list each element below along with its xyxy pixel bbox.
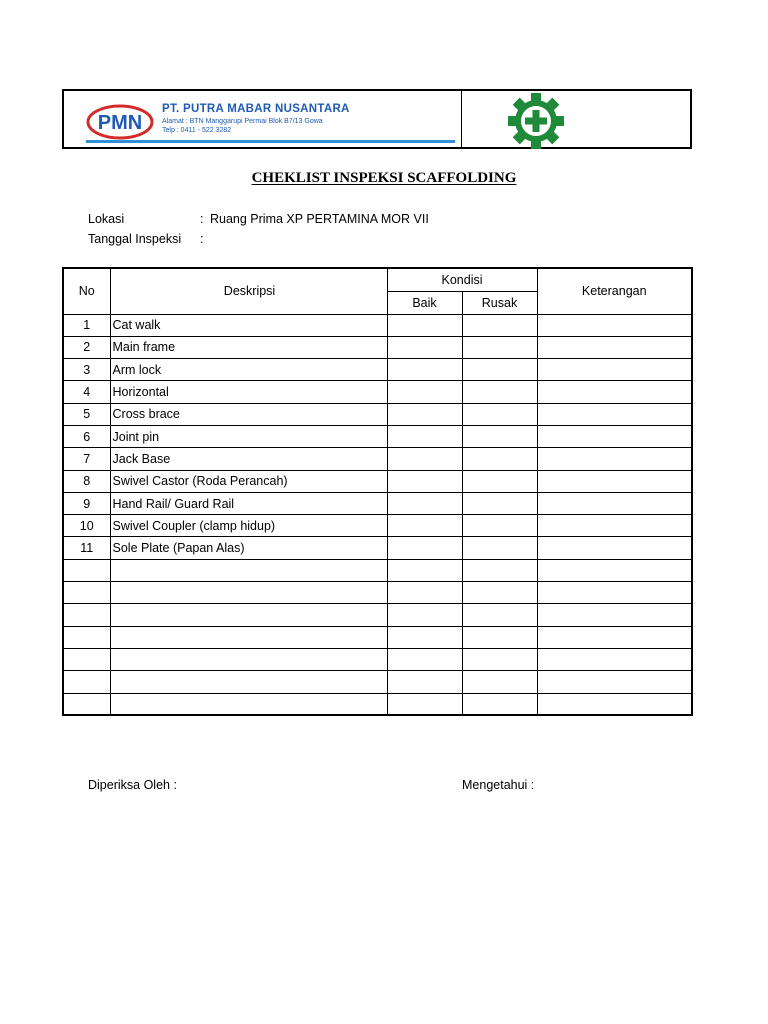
table-row	[63, 515, 692, 537]
rusak-cell[interactable]	[462, 559, 537, 581]
rusak-cell[interactable]	[462, 336, 537, 358]
keterangan-cell[interactable]	[537, 671, 692, 693]
baik-cell[interactable]	[387, 582, 462, 604]
baik-cell[interactable]	[387, 403, 462, 425]
rusak-cell[interactable]	[462, 492, 537, 514]
table-row	[63, 671, 692, 693]
table-row	[63, 648, 692, 670]
row-description	[110, 559, 387, 581]
logo-text: PMN	[97, 112, 143, 134]
row-number: 11	[63, 537, 110, 559]
table-row	[63, 470, 692, 492]
header-keterangan: Keterangan	[537, 268, 692, 314]
safety-logo-block	[462, 91, 690, 147]
lokasi-colon: :	[200, 212, 204, 226]
table-row	[63, 359, 692, 381]
rusak-cell[interactable]	[462, 671, 537, 693]
baik-cell[interactable]	[387, 314, 462, 336]
header-kondisi: Kondisi	[387, 268, 537, 291]
keterangan-cell[interactable]	[537, 582, 692, 604]
row-number: 3	[63, 359, 110, 381]
row-number: 2	[63, 336, 110, 358]
rusak-cell[interactable]	[462, 604, 537, 626]
baik-cell[interactable]	[387, 448, 462, 470]
rusak-cell[interactable]	[462, 515, 537, 537]
rusak-cell[interactable]	[462, 470, 537, 492]
row-number	[63, 693, 110, 715]
table-row	[63, 604, 692, 626]
table-row	[63, 537, 692, 559]
keterangan-cell[interactable]	[537, 693, 692, 715]
keterangan-cell[interactable]	[537, 336, 692, 358]
keterangan-cell[interactable]	[537, 403, 692, 425]
company-name: PT. PUTRA MABAR NUSANTARA	[162, 103, 350, 115]
row-number	[63, 604, 110, 626]
row-number	[63, 626, 110, 648]
row-description: Arm lock	[110, 359, 387, 381]
rusak-cell[interactable]	[462, 381, 537, 403]
row-description: Swivel Coupler (clamp hidup)	[110, 515, 387, 537]
safety-gear-cross-icon	[504, 91, 568, 151]
rusak-cell[interactable]	[462, 693, 537, 715]
tanggal-row	[88, 232, 210, 246]
keterangan-cell[interactable]	[537, 425, 692, 447]
pmn-logo	[86, 102, 158, 142]
lokasi-row	[88, 212, 429, 226]
row-description	[110, 582, 387, 604]
rusak-cell[interactable]	[462, 403, 537, 425]
row-number: 9	[63, 492, 110, 514]
lokasi-label: Lokasi	[88, 212, 125, 226]
rusak-cell[interactable]	[462, 626, 537, 648]
keterangan-cell[interactable]	[537, 470, 692, 492]
row-description: Sole Plate (Papan Alas)	[110, 537, 387, 559]
company-block	[64, 91, 462, 147]
row-number: 6	[63, 425, 110, 447]
title-text: CHEKLIST INSPEKSI SCAFFOLDING	[251, 170, 517, 186]
row-description: Joint pin	[110, 425, 387, 447]
phone-line: Telp : 0411 - 522 3282	[162, 127, 232, 134]
keterangan-cell[interactable]	[537, 359, 692, 381]
rusak-cell[interactable]	[462, 359, 537, 381]
keterangan-cell[interactable]	[537, 381, 692, 403]
baik-cell[interactable]	[387, 604, 462, 626]
lokasi-value: Ruang Prima XP PERTAMINA MOR VII	[210, 212, 429, 226]
row-description	[110, 648, 387, 670]
keterangan-cell[interactable]	[537, 448, 692, 470]
baik-cell[interactable]	[387, 648, 462, 670]
row-description: Swivel Castor (Roda Perancah)	[110, 470, 387, 492]
baik-cell[interactable]	[387, 559, 462, 581]
rusak-cell[interactable]	[462, 314, 537, 336]
row-number: 4	[63, 381, 110, 403]
company-address	[162, 117, 323, 135]
keterangan-cell[interactable]	[537, 515, 692, 537]
tanggal-colon: :	[200, 232, 204, 246]
table-row	[63, 448, 692, 470]
row-description	[110, 604, 387, 626]
row-number: 5	[63, 403, 110, 425]
tanggal-label: Tanggal Inspeksi	[88, 232, 182, 246]
row-description: Cat walk	[110, 314, 387, 336]
keterangan-cell[interactable]	[537, 626, 692, 648]
baik-cell[interactable]	[387, 626, 462, 648]
baik-cell[interactable]	[387, 336, 462, 358]
rusak-cell[interactable]	[462, 448, 537, 470]
keterangan-cell[interactable]	[537, 604, 692, 626]
header-baik: Baik	[387, 291, 462, 314]
keterangan-cell[interactable]	[537, 559, 692, 581]
baik-cell[interactable]	[387, 537, 462, 559]
row-description: Hand Rail/ Guard Rail	[110, 492, 387, 514]
row-number	[63, 582, 110, 604]
header-rusak: Rusak	[462, 291, 537, 314]
baik-cell[interactable]	[387, 492, 462, 514]
header-underline	[86, 140, 455, 143]
row-description	[110, 626, 387, 648]
table-row	[63, 559, 692, 581]
inspection-table	[62, 267, 693, 716]
row-description: Cross brace	[110, 403, 387, 425]
diperiksa-oleh-label: Diperiksa Oleh :	[88, 778, 177, 792]
table-row	[63, 693, 692, 715]
header-deskripsi: Deskripsi	[110, 268, 387, 314]
row-description: Jack Base	[110, 448, 387, 470]
keterangan-cell[interactable]	[537, 314, 692, 336]
letterhead	[62, 89, 692, 149]
rusak-cell[interactable]	[462, 537, 537, 559]
table-row	[63, 403, 692, 425]
baik-cell[interactable]	[387, 515, 462, 537]
keterangan-cell[interactable]	[537, 537, 692, 559]
row-number: 10	[63, 515, 110, 537]
row-number: 1	[63, 314, 110, 336]
row-number	[63, 648, 110, 670]
table-row	[63, 381, 692, 403]
baik-cell[interactable]	[387, 359, 462, 381]
rusak-cell[interactable]	[462, 582, 537, 604]
row-description	[110, 671, 387, 693]
row-description: Horizontal	[110, 381, 387, 403]
baik-cell[interactable]	[387, 425, 462, 447]
baik-cell[interactable]	[387, 470, 462, 492]
row-description	[110, 693, 387, 715]
row-description: Main frame	[110, 336, 387, 358]
table-row	[63, 314, 692, 336]
mengetahui-label: Mengetahui :	[462, 778, 535, 792]
baik-cell[interactable]	[387, 671, 462, 693]
document-title	[0, 170, 768, 187]
rusak-cell[interactable]	[462, 648, 537, 670]
row-number: 8	[63, 470, 110, 492]
header-no: No	[63, 268, 110, 314]
table-row	[63, 582, 692, 604]
table-row	[63, 425, 692, 447]
row-number	[63, 671, 110, 693]
rusak-cell[interactable]	[462, 425, 537, 447]
row-number	[63, 559, 110, 581]
table-row	[63, 336, 692, 358]
address-line: Alamat : BTN Manggarupi Permai Blok B7/13 Gowa	[162, 118, 323, 125]
table-row	[63, 492, 692, 514]
baik-cell[interactable]	[387, 381, 462, 403]
keterangan-cell[interactable]	[537, 492, 692, 514]
keterangan-cell[interactable]	[537, 648, 692, 670]
table-row	[63, 626, 692, 648]
baik-cell[interactable]	[387, 693, 462, 715]
row-number: 7	[63, 448, 110, 470]
